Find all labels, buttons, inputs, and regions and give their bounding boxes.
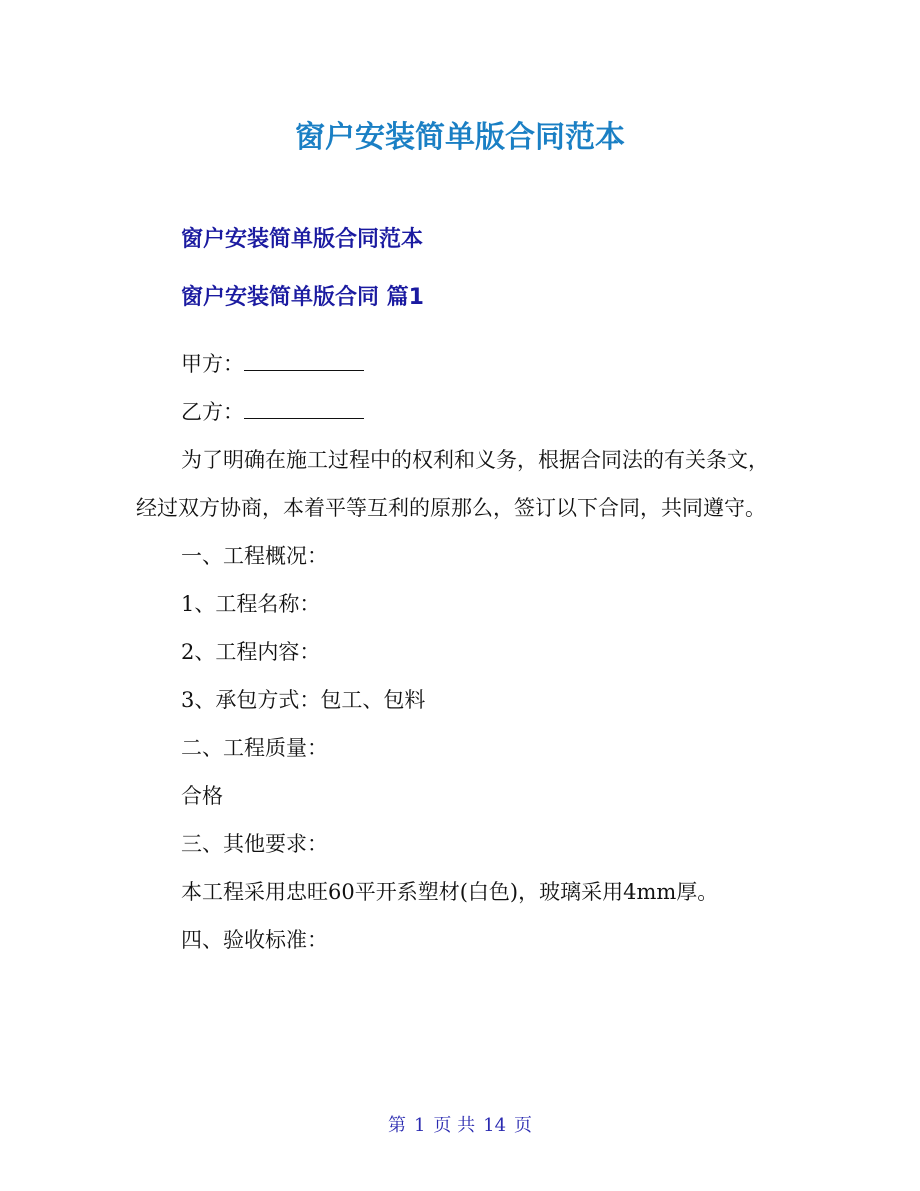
party-a-label: 甲方：	[181, 352, 244, 376]
party-b-line	[136, 388, 786, 436]
section-1-item-2: 2、工程内容：	[181, 640, 321, 664]
section-3-title: 三、其他要求：	[181, 832, 328, 856]
footer-prefix: 第	[387, 1115, 406, 1136]
section-4-title: 四、验收标准：	[181, 928, 328, 952]
footer-middle: 页 共	[433, 1115, 476, 1136]
document-body	[136, 218, 786, 964]
party-a-blank	[244, 348, 364, 371]
section-3-body: 本工程采用忠旺60平开系塑材(白色)，玻璃采用4mm厚。	[181, 880, 719, 904]
section-1-item-1: 1、工程名称：	[181, 592, 321, 616]
section-2-body: 合格	[181, 784, 223, 808]
party-a-line	[136, 340, 786, 388]
footer-suffix: 页	[514, 1115, 533, 1136]
footer-total-pages: 14	[483, 1115, 507, 1136]
section-1-title: 一、工程概况：	[181, 544, 328, 568]
footer-current-page: 1	[413, 1115, 426, 1136]
intro-paragraph: 为了明确在施工过程中的权利和义务，根据合同法的有关条文，经过双方协商，本着平等互利的原那么，签订以下合同，共同遵守。	[136, 448, 769, 520]
document-title: 窗户安装简单版合同范本	[295, 120, 625, 155]
page-footer	[0, 1112, 920, 1140]
party-b-label: 乙方：	[181, 400, 244, 424]
section-1-item-3: 3、承包方式：包工、包料	[181, 688, 426, 712]
section-heading-part1: 窗户安装简单版合同 篇1	[181, 285, 424, 310]
section-2-title: 二、工程质量：	[181, 736, 328, 760]
party-b-blank	[244, 396, 364, 419]
section-heading-main: 窗户安装简单版合同范本	[181, 227, 424, 252]
